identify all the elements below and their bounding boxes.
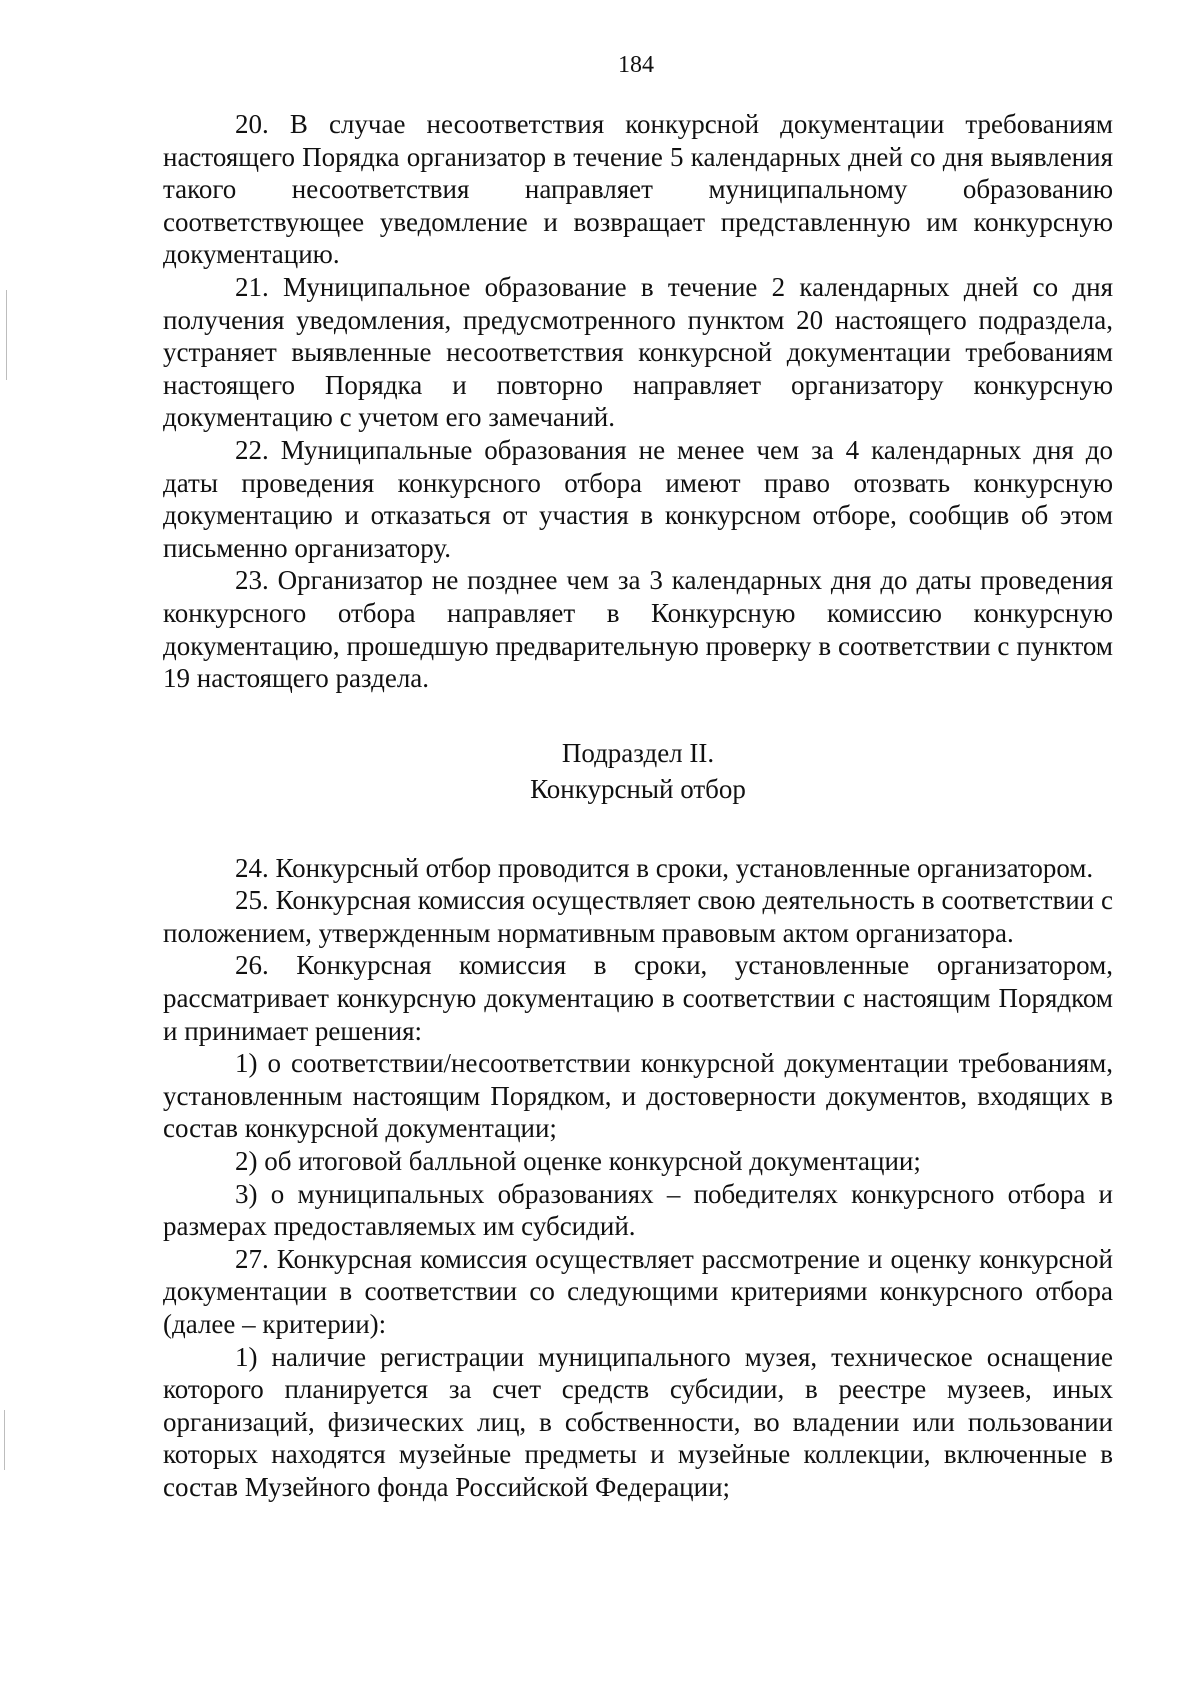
subsection-title: Конкурсный отбор xyxy=(530,773,746,804)
page-number: 184 xyxy=(618,52,654,78)
paragraph-23: 23. Организатор не позднее чем за 3 календарных дня до даты проведения конкурсного отбора направляет в Конкурсную комиссию конкурсную документацию, прошедшую предварительную проверку в соответствии с пунктом 19 настоящего раздела. xyxy=(163,565,1113,694)
paragraph-21: 21. Муниципальное образование в течение 2 календарных дней со дня получения уведомления, предусмотренного пунктом 20 настоящего подраздела, устраняет выявленные несоответствия конкурсной документации требованиям настоящего Порядка и повторно направляет организатору конкурсную документацию с учетом его замечаний. xyxy=(163,271,1113,433)
paragraph-25: 25. Конкурсная комиссия осуществляет свою деятельность в соответствии с положением, утвержденным нормативным правовым актом организатора. xyxy=(163,885,1113,948)
paragraph-20: 20. В случае несоответствия конкурсной документации требованиям настоящего Порядка организатор в течение 5 календарных дней со дня выявления такого несоответствия направляет муниципальному образованию соответствующее уведомление и возвращает представленную им конкурсную документацию. xyxy=(163,109,1113,270)
paragraph-26: 26. Конкурсная комиссия в сроки, установленные организатором, рассматривает конкурсную документацию в соответствии с настоящим Порядком и принимает решения: xyxy=(163,950,1113,1046)
paragraph-26-item-3: 3) о муниципальных образованиях – победителях конкурсного отбора и размерах предоставляемых им субсидий. xyxy=(163,1178,1113,1242)
scan-edge-mark xyxy=(6,290,7,380)
subsection-heading xyxy=(163,735,1113,807)
paragraph-22: 22. Муниципальные образования не менее чем за 4 календарных дня до даты проведения конкурсного отбора имеют право отозвать конкурсную документацию и отказаться от участия в конкурсном отборе, сообщив об этом письменно организатору. xyxy=(163,434,1113,563)
paragraph-27: 27. Конкурсная комиссия осуществляет рассмотрение и оценку конкурсной документации в соответствии со следующими критериями конкурсного отбора (далее – критерии): xyxy=(163,1243,1113,1339)
paragraph-26-item-2: 2) об итоговой балльной оценке конкурсной документации; xyxy=(235,1146,921,1177)
scan-edge-mark xyxy=(4,1410,5,1470)
paragraph-24: 24. Конкурсный отбор проводится в сроки, установленные организатором. xyxy=(235,852,1094,883)
paragraph-27-item-1: 1) наличие регистрации муниципального музея, техническое оснащение которого планируется за счет средств субсидии, в реестре музеев, иных организаций, физических лиц, в собственности, во владении или пользовании которых находятся музейные предметы и музейные коллекции, включенные в состав Музейного фонда Российской Федерации; xyxy=(163,1341,1113,1502)
document-body xyxy=(163,108,1113,1504)
subsection-number: Подраздел II. xyxy=(561,737,715,768)
paragraph-26-item-1: 1) о соответствии/несоответствии конкурсной документации требованиям, установленным настоящим Порядком, и достоверности документов, входящих в состав конкурсной документации; xyxy=(163,1048,1113,1144)
